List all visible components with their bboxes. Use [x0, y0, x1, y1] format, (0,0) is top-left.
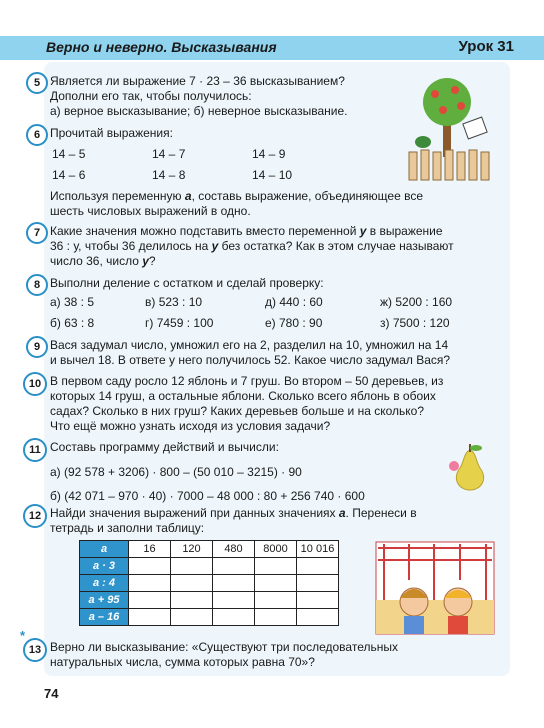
page-header [0, 36, 544, 60]
task-10 [28, 374, 505, 434]
division-item: д) 440 : 60 [265, 295, 323, 309]
table-value-cell: 480 [213, 541, 255, 558]
division-item: ж) 5200 : 160 [380, 295, 453, 309]
task-text: Составь программу действий и вычисли: [50, 440, 279, 454]
table-value-cell: 120 [171, 541, 213, 558]
task-text: В первом саду росло 12 яблонь и 7 груш. Во втором – 50 деревьев, из [50, 374, 444, 388]
task-text: 36 : у, чтобы 36 делилось на y без остатка? Как в этом случае называют [50, 239, 454, 253]
task-text: Какие значения можно подставить вместо переменной y в выражение [50, 224, 443, 238]
table-value-cell: 10 016 [297, 541, 339, 558]
task-8 [33, 276, 505, 331]
task-number: 10 [23, 372, 47, 396]
task-text: Используя переменную a, составь выражение, объединяющее все [50, 189, 423, 203]
expressions-grid [52, 147, 505, 183]
task-text: тетрадь и заполни таблицу: [50, 521, 205, 535]
table-header-cell: a [80, 541, 129, 558]
task-number: 7 [26, 222, 48, 244]
table-row-label: a : 4 [80, 575, 129, 592]
task-11 [29, 440, 505, 504]
table-row [80, 541, 339, 558]
task-13 [20, 628, 505, 670]
task-text: Выполни деление с остатком и сделай проверку: [50, 276, 324, 290]
division-item: а) 38 : 5 [50, 295, 95, 309]
task-number: 12 [23, 504, 47, 528]
division-grid [50, 295, 505, 331]
expression: 14 – 9 [252, 147, 286, 161]
expression: 14 – 6 [52, 168, 86, 182]
star-mark: * [20, 628, 26, 643]
task-text: шесть числовых выражений в одно. [50, 204, 251, 218]
expression: 14 – 8 [152, 168, 186, 182]
table-value-cell: 8000 [255, 541, 297, 558]
task-text: Является ли выражение 7 · 23 – 36 высказыванием? [50, 74, 345, 88]
task-text: Что ещё можно узнать исходя из условия задачи? [50, 419, 331, 433]
task-text: и вычел 18. В ответе у него получилось 52. Какое число задумал Вася? [50, 353, 451, 367]
task-9 [33, 338, 505, 368]
division-item: з) 7500 : 120 [380, 316, 450, 330]
division-item: б) 63 : 8 [50, 316, 95, 330]
table-row [80, 558, 339, 575]
task-number: 9 [26, 336, 48, 358]
expression: 14 – 7 [152, 147, 186, 161]
task-number: 6 [26, 124, 48, 146]
expression: 14 – 5 [52, 147, 86, 161]
expression: 14 – 10 [252, 168, 293, 182]
task-number: 13 [23, 638, 47, 662]
values-table [79, 540, 339, 626]
expression-a: а) (92 578 + 3206) · 800 – (50 010 – 3215) · 90 [50, 465, 302, 479]
pear-illustration [444, 442, 494, 492]
task-text: Найди значения выражений при данных значениях a. Перенеси в [50, 506, 417, 520]
task-6 [33, 126, 505, 219]
page-number: 74 [44, 686, 59, 701]
task-text: Верно ли высказывание: «Существуют три последовательных [50, 640, 398, 654]
task-number: 11 [23, 438, 47, 462]
table-row [80, 592, 339, 609]
task-12 [28, 506, 505, 536]
task-number: 5 [26, 72, 48, 94]
task-text: число 36, число y? [50, 254, 156, 268]
task-text: Прочитай выражения: [50, 126, 173, 140]
expression-b: б) (42 071 – 970 · 40) · 7000 – 48 000 : 80 + 256 740 · 600 [50, 489, 365, 503]
table-value-cell: 16 [129, 541, 171, 558]
table-row-label: a – 16 [80, 609, 129, 626]
table-row-label: a · 3 [80, 558, 129, 575]
table-row [80, 609, 339, 626]
task-text: натуральных числа, сумма которых равна 70»? [50, 655, 315, 669]
lesson-label: Урок 31 [458, 38, 514, 55]
division-item: в) 523 : 10 [145, 295, 203, 309]
division-item: г) 7459 : 100 [145, 316, 214, 330]
task-text: Дополни его так, чтобы получилось: [50, 89, 252, 103]
task-text: а) верное высказывание; б) неверное высказывание. [50, 104, 348, 118]
table-row-label: a + 95 [80, 592, 129, 609]
division-item: е) 780 : 90 [265, 316, 323, 330]
table-row [80, 575, 339, 592]
window-kids-illustration [374, 540, 496, 636]
task-7 [33, 224, 505, 269]
task-text: которых 14 груш, а остальные яблони. Сколько всего яблонь в обоих [50, 389, 436, 403]
section-title: Верно и неверно. Высказывания [46, 39, 277, 55]
task-text: Вася задумал число, умножил его на 2, разделил на 10, умножил на 14 [50, 338, 449, 352]
task-number: 8 [26, 274, 48, 296]
task-text: садах? Сколько в них груш? Каких деревьев больше и на сколько? [50, 404, 424, 418]
